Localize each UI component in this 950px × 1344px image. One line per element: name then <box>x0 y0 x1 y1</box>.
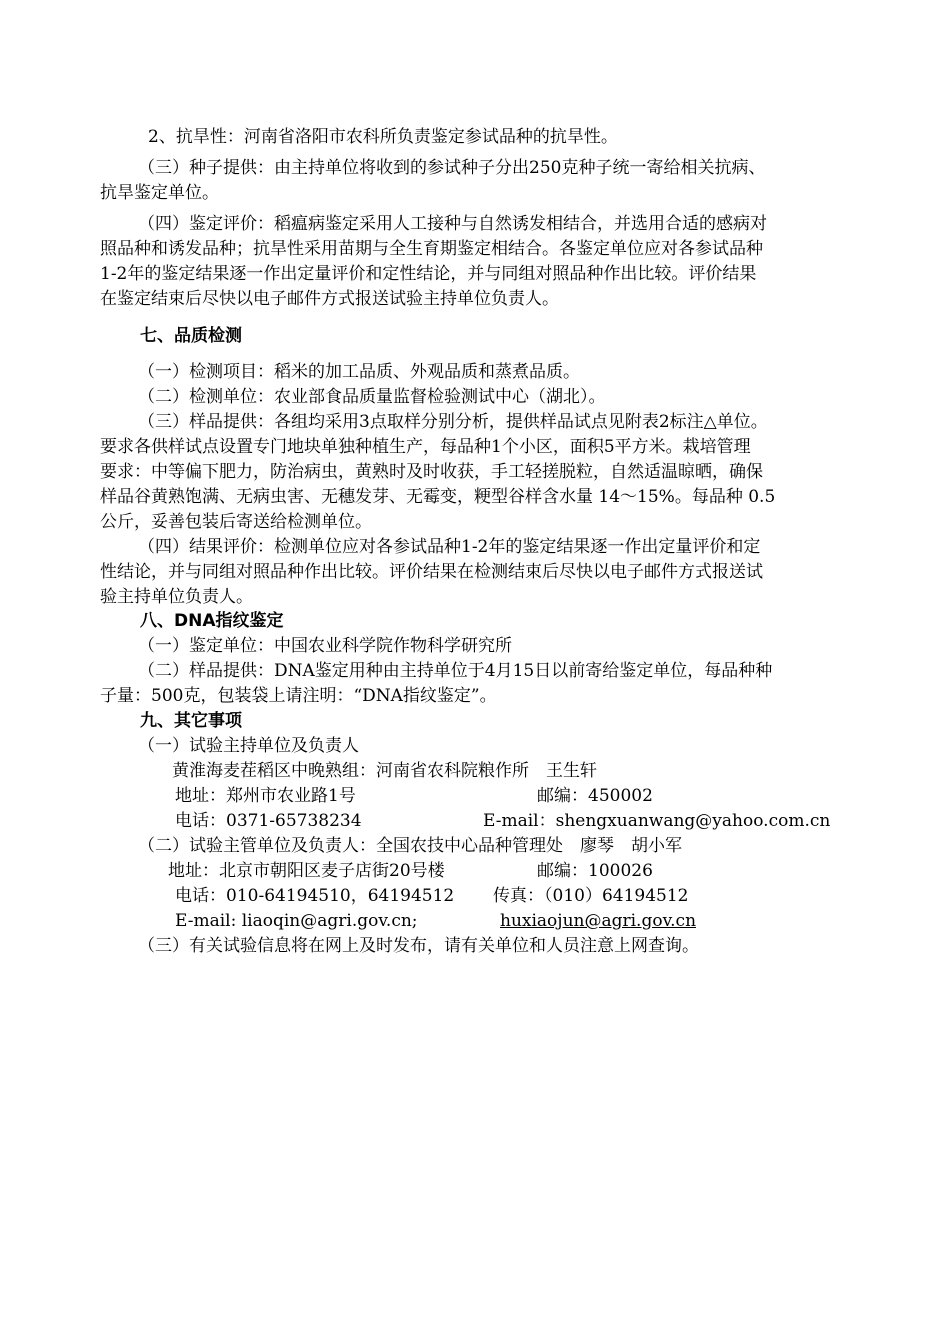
host-address: 地址：郑州市农业路1号 <box>175 786 356 806</box>
section-7-heading: 七、品质检测 <box>140 326 242 346</box>
evaluation-line-2: 照品种和诱发品种；抗旱性采用苗期与全生育期鉴定相结合。各鉴定单位应对各参试品种 <box>100 239 763 259</box>
result-evaluation-line-3: 验主持单位负责人。 <box>100 587 253 607</box>
host-unit-heading: （一）试验主持单位及负责人 <box>138 736 359 756</box>
dna-sample-line-1: （二）样品提供：DNA鉴定用种由主持单位于4月15日以前寄给鉴定单位，每品种种 <box>138 661 773 681</box>
manager-phone: 电话：010-64194510，64194512 <box>175 886 455 906</box>
sample-supply-line-1: （三）样品提供：各组均采用3点取样分别分析，提供样品试点见附表2标注△单位。 <box>138 412 768 432</box>
drought-resistance-paragraph: 2、抗旱性：河南省洛阳市农科所负责鉴定参试品种的抗旱性。 <box>148 127 618 147</box>
evaluation-line-3: 1-2年的鉴定结果逐一作出定量评价和定性结论，并与同组对照品种作出比较。评价结果 <box>100 264 757 284</box>
manager-address: 地址：北京市朝阳区麦子店街20号楼 <box>168 861 445 881</box>
info-publish-paragraph: （三）有关试验信息将在网上及时发布，请有关单位和人员注意上网查询。 <box>138 936 699 956</box>
quality-unit-paragraph: （二）检测单位：农业部食品质量监督检验测试中心（湖北）。 <box>138 387 606 407</box>
sample-supply-line-2: 要求各供样试点设置专门地块单独种植生产，每品种1个小区，面积5平方米。栽培管理 <box>100 437 751 457</box>
evaluation-line-1: （四）鉴定评价：稻瘟病鉴定采用人工接种与自然诱发相结合，并选用合适的感病对 <box>138 214 767 234</box>
sample-supply-line-3: 要求：中等偏下肥力，防治病虫，黄熟时及时收获，手工轻搓脱粒，自然适温晾晒，确保 <box>100 462 763 482</box>
manager-fax: 传真：（010）64194512 <box>493 886 689 906</box>
host-group-line: 黄淮海麦茬稻区中晚熟组：河南省农科院粮作所 王生轩 <box>172 761 597 781</box>
dna-unit-paragraph: （一）鉴定单位：中国农业科学院作物科学研究所 <box>138 636 512 656</box>
manager-email-1: E-mail: liaoqin@agri.gov.cn; <box>175 911 418 931</box>
section-9-heading: 九、其它事项 <box>140 711 242 731</box>
evaluation-line-4: 在鉴定结束后尽快以电子邮件方式报送试验主持单位负责人。 <box>100 289 559 309</box>
host-email: E-mail：shengxuanwang@yahoo.com.cn <box>483 811 831 831</box>
manager-postcode: 邮编：100026 <box>537 861 653 881</box>
dna-sample-line-2: 子量：500克，包装袋上请注明：“DNA指纹鉴定”。 <box>100 686 497 706</box>
host-postcode: 邮编：450002 <box>537 786 653 806</box>
result-evaluation-line-1: （四）结果评价：检测单位应对各参试品种1-2年的鉴定结果逐一作出定量评价和定 <box>138 537 761 557</box>
section-8-heading: 八、DNA指纹鉴定 <box>140 611 284 631</box>
result-evaluation-line-2: 性结论，并与同组对照品种作出比较。评价结果在检测结束后尽快以电子邮件方式报送试 <box>100 562 763 582</box>
host-phone: 电话：0371-65738234 <box>175 811 362 831</box>
manager-email-2-link[interactable]: huxiaojun@agri.gov.cn <box>500 911 697 931</box>
seed-supply-line-1: （三）种子提供：由主持单位将收到的参试种子分出250克种子统一寄给相关抗病、 <box>138 158 766 178</box>
quality-items-paragraph: （一）检测项目：稻米的加工品质、外观品质和蒸煮品质。 <box>138 362 580 382</box>
sample-supply-line-4: 样品谷黄熟饱满、无病虫害、无穗发芽、无霉变，粳型谷样含水量 14～15%。每品种 0.5 <box>100 487 776 507</box>
manager-unit-line: （二）试验主管单位及负责人：全国农技中心品种管理处 廖琴 胡小军 <box>138 836 682 856</box>
seed-supply-line-2: 抗旱鉴定单位。 <box>100 183 219 203</box>
sample-supply-line-5: 公斤，妥善包装后寄送给检测单位。 <box>100 512 372 532</box>
